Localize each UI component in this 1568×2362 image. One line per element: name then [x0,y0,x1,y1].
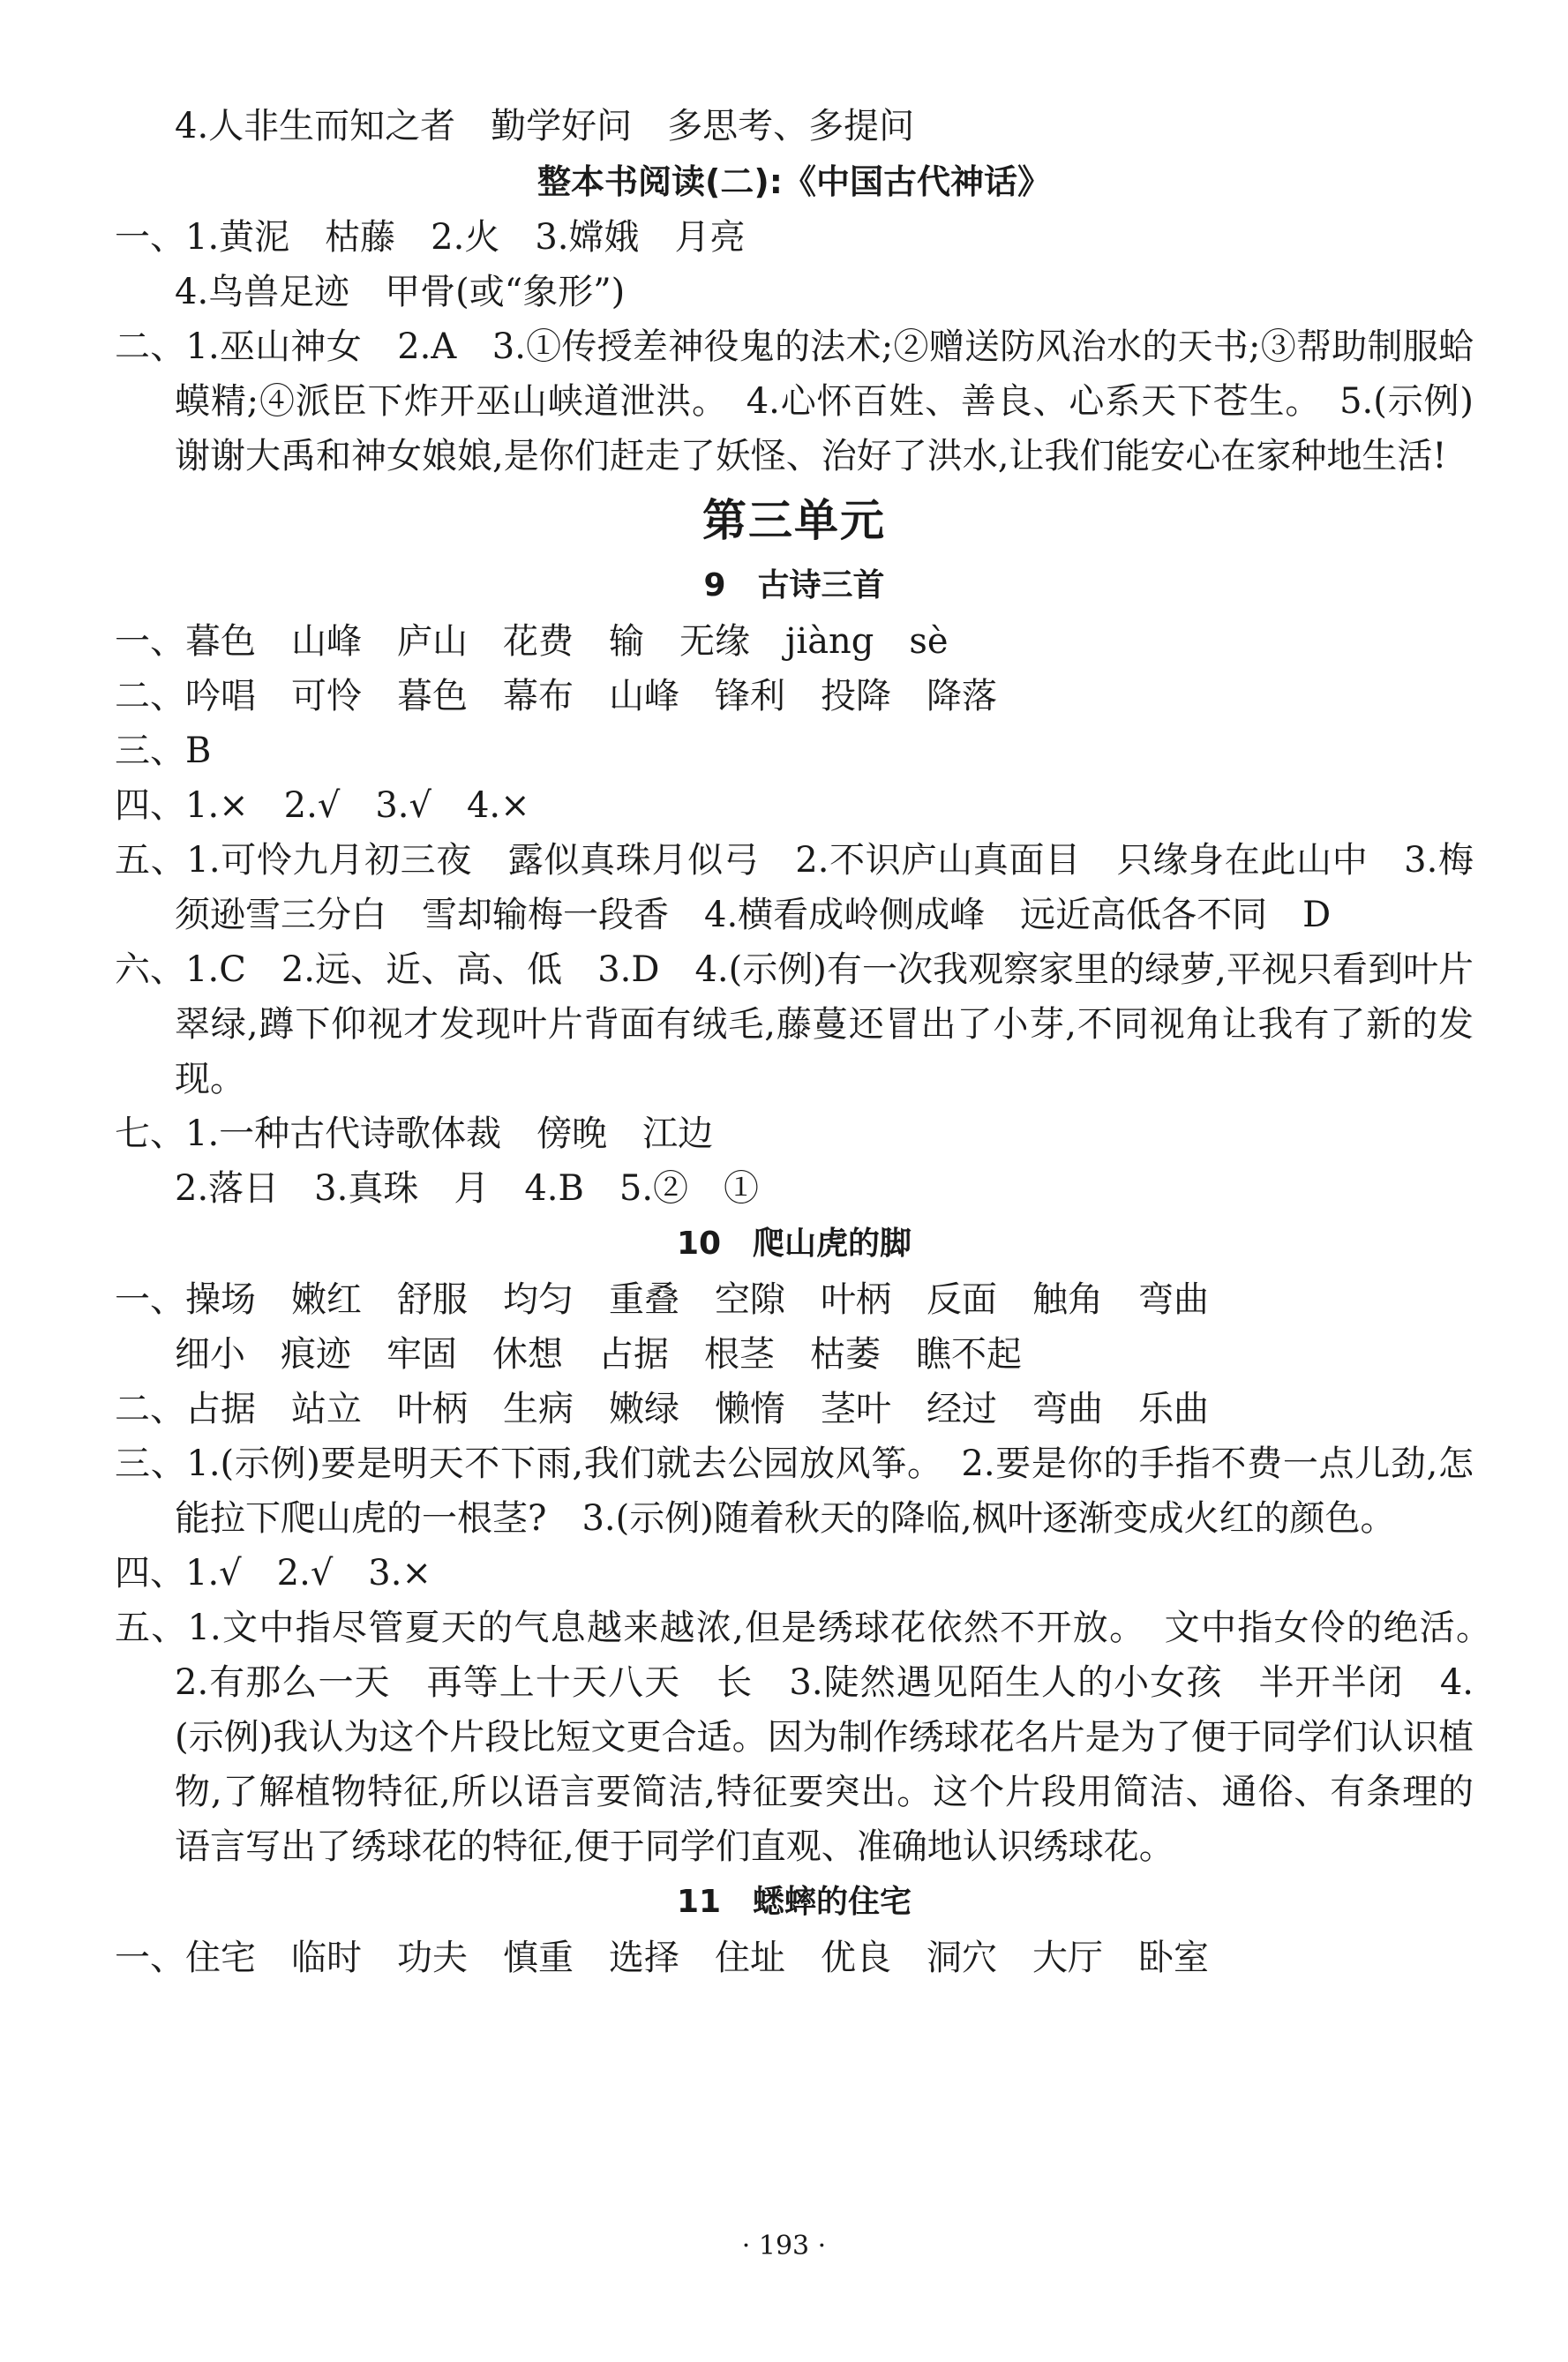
lesson-number: 11 [676,1884,722,1920]
answer-line: 二、占据 站立 叶柄 生病 嫩绿 懒惰 茎叶 经过 弯曲 乐曲 [115,1389,1209,1429]
lesson-number: 9 [703,567,726,604]
answer-paragraph: 五、1.可怜九月初三夜 露似真珠月似弓 2.不识庐山真面目 只缘身在此山中 3.梅须逊雪三分白 雪却输梅一段香 4.横看成岭侧成峰 远近高低各不同 D [115,840,1474,935]
lesson-heading-10 [115,1216,1474,1272]
answer-paragraph: 二、1.巫山神女 2.A 3.①传授差神役鬼的法术;②赠送防风治水的天书;③帮助制服蛤蟆精;④派臣下炸开巫山峡道泄洪。 4.心怀百姓、善良、心系天下苍生。 5.(示例)谢谢大禹和神女娘娘,是你们赶走了妖怪、治好了洪水,让我们能安心在家种地生活! [115,326,1474,476]
answer-paragraph: 三、1.(示例)要是明天不下雨,我们就去公园放风筝。 2.要是你的手指不费一点儿劲,怎能拉下爬山虎的一根茎? 3.(示例)随着秋天的降临,枫叶逐渐变成火红的颜色。 [115,1443,1474,1539]
answer-paragraph: 五、1.文中指尽管夏天的气息越来越浓,但是绣球花依然不开放。 文中指女伶的绝活。 2.有那么一天 再等上十天八天 长 3.陡然遇见陌生人的小女孩 半开半闭 4.(示例)我认为这个片段比短文更合适。因为制作绣球花名片是为了便于同学们认识植物,了解植物特征,所以语言要简洁,特征要突出。这个片段用简洁、通俗、有条理的语言写出了绣球花的特征,便于同学们直观、准确地认识绣球花。 [115,1608,1509,1867]
answer-line: 七、1.一种古代诗歌体裁 傍晚 江边 [115,1114,714,1154]
answer-line: 三、B [115,731,212,771]
lesson-heading-9 [115,558,1474,614]
answer-content [115,99,1509,1985]
answer-line: 一、操场 嫩红 舒服 均匀 重叠 空隙 叶柄 反面 触角 弯曲 [115,1279,1209,1320]
answer-line: 4.鸟兽足迹 甲骨(或“象形”) [175,272,626,312]
lesson-title: 爬山虎的脚 [753,1226,912,1262]
answer-line: 一、住宅 临时 功夫 慎重 选择 住址 优良 洞穴 大厅 卧室 [115,1938,1209,1978]
section-heading-book-reading: 整本书阅读(二):《中国古代神话》 [537,162,1051,201]
lesson-title: 古诗三首 [757,567,885,604]
answer-paragraph: 六、1.C 2.远、近、高、低 3.D 4.(示例)有一次我观察家里的绿萝,平视只看到叶片翠绿,蹲下仰视才发现叶片背面有绒毛,藤蔓还冒出了小芽,不同视角让我有了新的发现。 [115,949,1474,1099]
answer-line: 二、吟唱 可怜 暮色 幕布 山峰 锋利 投降 降落 [115,676,997,716]
lesson-title: 蟋蟀的住宅 [753,1884,912,1920]
answer-line: 一、1.黄泥 枯藤 2.火 3.嫦娥 月亮 [115,217,746,258]
answer-line: 2.落日 3.真珠 月 4.B 5.② ① [175,1168,760,1209]
answer-line: 四、1.√ 2.√ 3.× [115,1553,431,1593]
lesson-heading-11 [115,1874,1474,1931]
page-number: · 193 · [741,2231,827,2261]
answer-line: 一、暮色 山峰 庐山 花费 输 无缘 jiàng sè [115,621,949,662]
answer-line: 四、1.× 2.√ 3.√ 4.× [115,785,530,826]
unit-title: 第三单元 [702,494,886,546]
answer-line: 细小 痕迹 牢固 休想 占据 根茎 枯萎 瞧不起 [175,1334,1022,1375]
lesson-number: 10 [676,1226,722,1262]
answer-line: 4.人非生而知之者 勤学好问 多思考、多提问 [175,106,915,146]
